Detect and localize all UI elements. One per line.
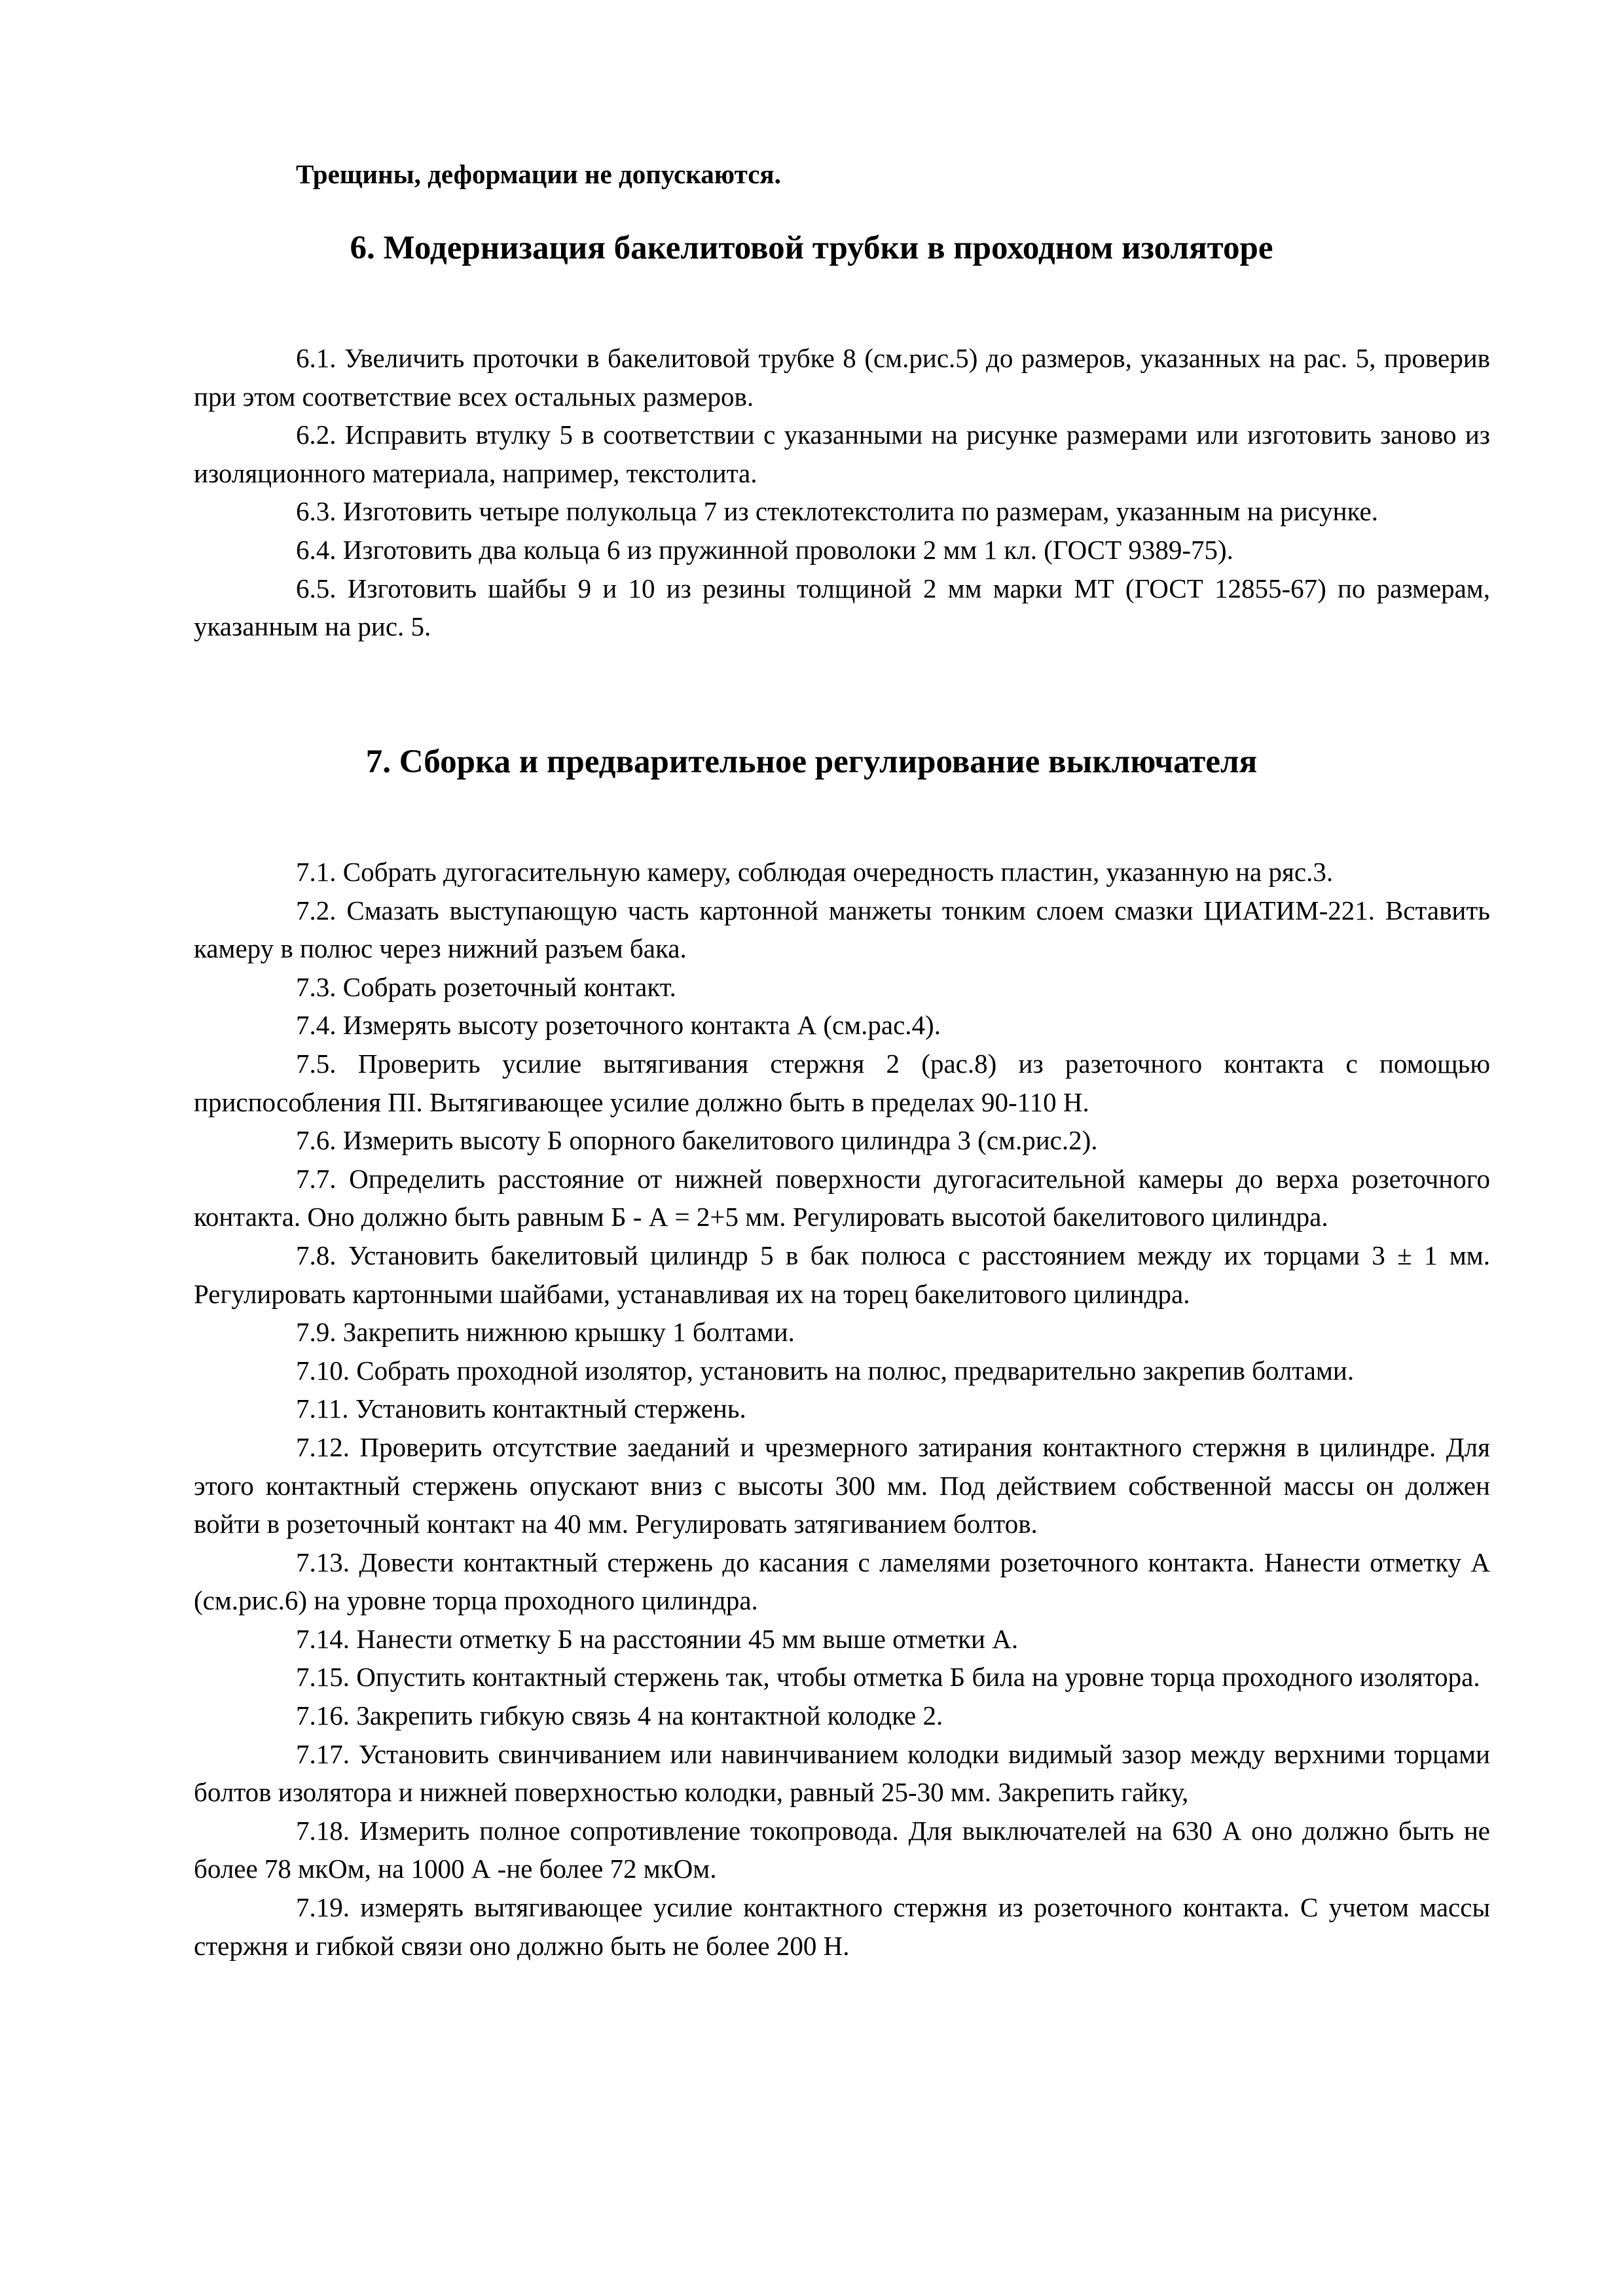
paragraph-7-3: 7.3. Собрать розеточный контакт. [296,971,676,1002]
paragraph-7-17: 7.17. Установить свинчиванием или навинчиванием колодки видимый зазор между верхними торцами болтов изолятора и нижней поверхностью колодки, равный 25-30 мм. Закрепить гайку, [194,1738,1490,1808]
paragraph-6-2: 6.2. Исправить втулку 5 в соответствии с указанными на рисунке размерами или изготовить заново из изоляционного материала, например, текстолита. [194,420,1490,488]
paragraph-7-11: 7.11. Установить контактный стержень. [296,1393,746,1424]
paragraph-7-2: 7.2. Смазать выступающую часть картонной манжеты тонким слоем смазки ЦИАТИМ-221. Вставить камеру в полюс через нижний разъем бака. [194,895,1490,964]
paragraph-7-14: 7.14. Нанести отметку Б на расстоянии 45 мм выше отметки А. [296,1623,1019,1654]
paragraph-7-6: 7.6. Измерить высоту Б опорного бакелитового цилиндра 3 (см.рис.2). [296,1125,1098,1156]
paragraph-7-4: 7.4. Измерять высоту розеточного контакта А (см.рас.4). [296,1010,941,1041]
paragraph-7-16: 7.16. Закрепить гибкую связь 4 на контактной колодке 2. [296,1700,943,1731]
paragraph-7-8: 7.8. Установить бакелитовый цилиндр 5 в бак полюса с расстоянием между их торцами 3 ± 1 мм. Регулировать картонными шайбами, устанавливая их на торец бакелитового цилиндра. [194,1240,1490,1309]
paragraph-7-19: 7.19. измерять вытягивающее усилие контактного стержня из розеточного контакта. С учетом массы стержня и гибкой связи оно должно быть не более 200 Н. [194,1892,1490,1961]
paragraph-7-1: 7.1. Собрать дугогасительную камеру, соблюдая очередность пластин, указанную на ряс.3. [296,857,1334,887]
paragraph-6-4: 6.4. Изготовить два кольца 6 из пружинной проволоки 2 мм 1 кл. (ГОСТ 9389-75). [296,534,1233,565]
section-6-body [194,339,1490,646]
paragraph-6-1: 6.1. Увеличить проточки в бакелитовой трубке 8 (см.рис.5) до размеров, указанных на рас. 5, проверив при этом соответствие всех остальных размеров. [194,343,1490,412]
paragraph-7-5: 7.5. Проверить усилие вытягивания стержня 2 (рас.8) из разеточного контакта с помощью приспособления ПI. Вытягивающее усилие должно быть в пределах 90-110 Н. [194,1048,1490,1117]
paragraph-7-18: 7.18. Измерить полное сопротивление токопровода. Для выключателей на 630 А оно должно быть не более 78 мкОм, на 1000 А -не более 72 мкОм. [194,1815,1490,1884]
paragraph-7-13: 7.13. Довести контактный стержень до касания с ламелями розеточного контакта. Нанести отметку А (см.рис.6) на уровне торца проходного цилиндра. [194,1547,1490,1616]
intro-note: Трещины, деформации не допускаются. [296,159,781,189]
paragraph-7-7: 7.7. Определить расстояние от нижней поверхности дугогасительной камеры до верха розеточного контакта. Оно должно быть равным Б - А = 2+5 мм. Регулировать высотой бакелитового цилиндра. [194,1163,1490,1232]
paragraph-6-5: 6.5. Изготовить шайбы 9 и 10 из резины толщиной 2 мм марки МТ (ГОСТ 12855-67) по размерам, указанным на рис. 5. [194,573,1490,642]
paragraph-6-3: 6.3. Изготовить четыре полукольца 7 из стеклотекстолита по размерам, указанным на рисунке. [296,496,1378,527]
paragraph-7-12: 7.12. Проверить отсутствие заеданий и чрезмерного затирания контактного стержня в цилиндре. Для этого контактный стержень опускают вниз с высоты 300 мм. Под действием собственной массы он должен войти в розеточный контакт на 40 мм. Регулировать затягиванием болтов. [194,1431,1490,1539]
section-7-title: 7. Сборка и предварительное регулирование выключателя [365,744,1258,780]
paragraph-7-15: 7.15. Опустить контактный стержень так, чтобы отметка Б била на уровне торца проходного изолятора. [296,1662,1480,1693]
paragraph-7-10: 7.10. Собрать проходной изолятор, установить на полюс, предварительно закрепив болтами. [296,1355,1355,1386]
section-7-body [194,853,1490,1965]
paragraph-7-9: 7.9. Закрепить нижнюю крышку 1 болтами. [296,1317,795,1348]
section-6-title: 6. Модернизация бакелитовой трубки в проходном изоляторе [350,230,1273,266]
